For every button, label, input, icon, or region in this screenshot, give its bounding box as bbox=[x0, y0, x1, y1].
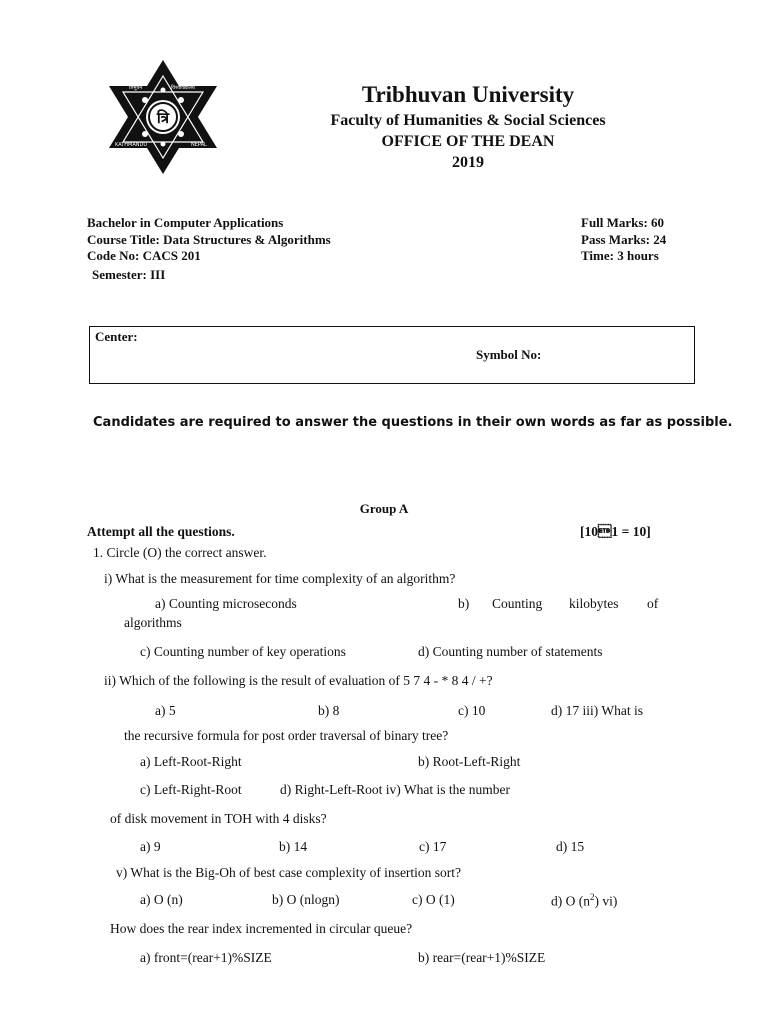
faculty-title: Faculty of Humanities & Social Sciences bbox=[330, 112, 606, 129]
question-v-option-c: c) O (1) bbox=[412, 892, 455, 907]
logo-text-br: NEPAL bbox=[191, 142, 207, 148]
group-marks: [101 = 10] bbox=[580, 524, 651, 539]
course-title: Course Title: Data Structures & Algorithms bbox=[87, 232, 331, 247]
question-i-option-c: c) Counting number of key operations bbox=[140, 644, 346, 659]
question-iv-option-b: b) 14 bbox=[279, 839, 308, 854]
logo-text-tl: त्रिभुवन bbox=[129, 85, 143, 91]
question-v: v) What is the Big-Oh of best case complexity of insertion sort? bbox=[116, 865, 462, 880]
question-ii-option-a: a) 5 bbox=[155, 703, 176, 718]
exam-year: 2019 bbox=[452, 154, 484, 171]
course-code: Code No: CACS 201 bbox=[87, 248, 201, 263]
question-i-option-b-word2: kilobytes bbox=[569, 596, 619, 611]
question-iv-option-a: a) 9 bbox=[140, 839, 161, 854]
logo-text-bl: KATHMANDU bbox=[115, 142, 148, 148]
question-ii-option-b: b) 8 bbox=[318, 703, 340, 718]
question-iv: of disk movement in TOH with 4 disks? bbox=[110, 811, 327, 826]
question-i-option-b-word3: of bbox=[647, 596, 659, 611]
question-vi-option-a: a) front=(rear+1)%SIZE bbox=[140, 950, 272, 965]
question-iii-option-c: c) Left-Right-Root bbox=[140, 782, 242, 797]
university-title: Tribhuvan University bbox=[361, 82, 575, 107]
question-i-option-d: d) Counting number of statements bbox=[418, 644, 603, 659]
question-v-option-d-sup: 2 bbox=[590, 892, 595, 902]
question-iv-option-c: c) 17 bbox=[419, 839, 447, 854]
program-name: Bachelor in Computer Applications bbox=[87, 215, 284, 230]
question-ii-option-c: c) 10 bbox=[458, 703, 486, 718]
question-v-option-a: a) O (n) bbox=[140, 892, 183, 907]
question-1-stem: 1. Circle (O) the correct answer. bbox=[93, 545, 267, 560]
attempt-instruction: Attempt all the questions. bbox=[87, 524, 235, 539]
question-i: i) What is the measurement for time complexity of an algorithm? bbox=[104, 571, 456, 586]
question-ii-option-d: d) 17 iii) What is bbox=[551, 703, 643, 718]
question-iii-option-a: a) Left-Root-Right bbox=[140, 754, 242, 769]
question-vi: How does the rear index incremented in circular queue? bbox=[110, 921, 413, 936]
full-marks: Full Marks: 60 bbox=[581, 215, 665, 230]
question-i-option-a: a) Counting microseconds bbox=[155, 596, 297, 611]
question-ii: ii) Which of the following is the result of evaluation of 5 7 4 - * 8 4 / +? bbox=[104, 673, 493, 688]
question-vi-option-b: b) rear=(rear+1)%SIZE bbox=[418, 950, 546, 965]
question-v-option-d-post: ) vi) bbox=[594, 893, 618, 909]
logo-text-tr: विश्वविद्यालय bbox=[171, 85, 195, 91]
group-title: Group A bbox=[359, 501, 409, 516]
question-iv-option-d: d) 15 bbox=[556, 839, 585, 854]
exam-time: Time: 3 hours bbox=[581, 248, 659, 263]
instructions-text: Candidates are required to answer the questions in their own words as far as possible. bbox=[93, 415, 733, 430]
question-i-option-b-word1: Counting bbox=[492, 596, 543, 611]
question-iii-option-b: b) Root-Left-Right bbox=[418, 754, 521, 769]
svg-text:त्रि: त्रि bbox=[156, 109, 170, 127]
question-iii: the recursive formula for post order traversal of binary tree? bbox=[124, 728, 449, 743]
center-symbol-box bbox=[89, 326, 695, 384]
office-title: OFFICE OF THE DEAN bbox=[381, 133, 555, 150]
question-i-option-b-label: b) bbox=[458, 596, 470, 611]
question-iii-option-d: d) Right-Left-Root iv) What is the number bbox=[280, 782, 510, 797]
center-label: Center: bbox=[95, 329, 138, 344]
question-v-option-b: b) O (nlogn) bbox=[272, 892, 340, 907]
question-i-option-b-cont: algorithms bbox=[124, 615, 182, 630]
semester: Semester: III bbox=[92, 267, 166, 282]
question-v-option-d-pre: d) O (n bbox=[551, 893, 590, 909]
symbol-no-label: Symbol No: bbox=[476, 347, 542, 362]
question-v-option-d bbox=[551, 892, 617, 910]
pass-marks: Pass Marks: 24 bbox=[581, 232, 667, 247]
